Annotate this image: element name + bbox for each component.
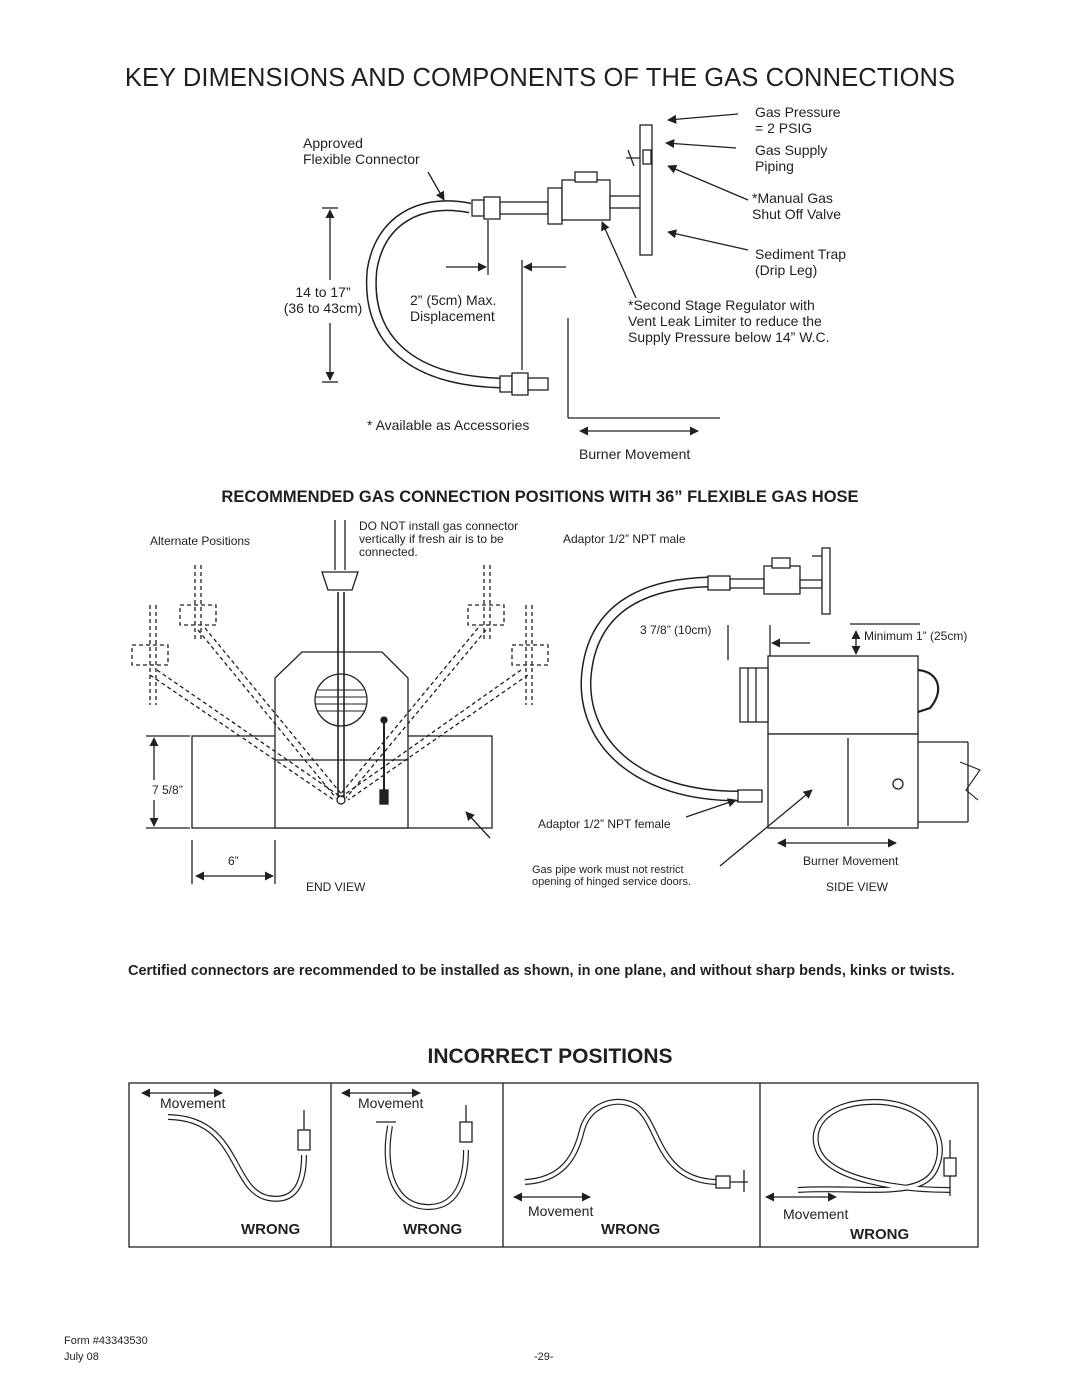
minimum-clearance-label: Minimum 1” (25cm) (864, 629, 968, 643)
certification-note: Certified connectors are recommended to be installed as shown, in one plane, and without sharp bends, kinks or twists. (128, 963, 955, 979)
incorrect-panel-4-art (766, 1102, 956, 1197)
incorrect-panel-3-verdict: WRONG (601, 1221, 661, 1238)
end-view-height-dim: 7 5/8” (152, 783, 183, 797)
pipe-work-note (532, 864, 691, 888)
end-view-diagram (132, 520, 548, 884)
incorrect-panel-4-movement: Movement (783, 1206, 849, 1222)
sediment-trap-label (755, 246, 846, 278)
regulator-line-2: Vent Leak Limiter to reduce the (628, 313, 822, 329)
page-title: KEY DIMENSIONS AND COMPONENTS OF THE GAS CONNECTIONS (124, 64, 956, 92)
burner-movement-label: Burner Movement (579, 446, 691, 462)
displacement-label (410, 292, 496, 324)
sediment-trap-line-2: (Drip Leg) (755, 262, 818, 278)
alternate-positions-label: Alternate Positions (150, 534, 251, 548)
displacement-line-1: 2” (5cm) Max. (410, 292, 497, 308)
manual-valve-line-1: *Manual Gas (752, 190, 833, 206)
gas-supply-label (755, 142, 827, 174)
footer-date: July 08 (64, 1351, 99, 1363)
side-view-caption: SIDE VIEW (826, 880, 889, 894)
recommended-heading: RECOMMENDED GAS CONNECTION POSITIONS WITH 36” FLEXIBLE GAS HOSE (221, 488, 859, 506)
incorrect-panel-3-art (514, 1102, 748, 1197)
incorrect-panel-1-movement: Movement (160, 1095, 226, 1111)
clearance-label: 3 7/8” (10cm) (640, 623, 712, 637)
incorrect-panel-1-verdict: WRONG (241, 1221, 301, 1238)
manual-valve-label (752, 190, 841, 222)
pipe-work-line-1: Gas pipe work must not restrict (532, 864, 684, 876)
gas-pressure-line-1: Gas Pressure (755, 104, 841, 120)
side-burner-movement-label: Burner Movement (803, 854, 899, 868)
sediment-trap-line-1: Sediment Trap (755, 246, 847, 262)
manual-valve-line-2: Shut Off Valve (752, 206, 841, 222)
gas-supply-line-1: Gas Supply (755, 142, 828, 158)
end-view-caption: END VIEW (306, 880, 366, 894)
do-not-install-note (359, 520, 518, 559)
do-not-install-line-1: DO NOT install gas connector (359, 519, 519, 533)
approved-connector-label (303, 135, 420, 167)
gas-pressure-line-2: = 2 PSIG (755, 120, 813, 136)
pipe-work-line-2: opening of hinged service doors. (532, 876, 691, 888)
adaptor-female-label: Adaptor 1/2” NPT female (538, 817, 671, 831)
accessories-note: * Available as Accessories (367, 417, 530, 433)
gas-pressure-label (755, 104, 841, 136)
height-dimension-label (276, 284, 370, 316)
end-view-width-dim: 6” (228, 854, 239, 868)
regulator-label (628, 297, 830, 345)
displacement-line-2: Displacement (410, 308, 495, 324)
approved-connector-line-1: Approved (303, 135, 363, 151)
incorrect-panel-3-movement: Movement (528, 1203, 594, 1219)
approved-connector-line-2: Flexible Connector (303, 151, 420, 167)
regulator-line-3: Supply Pressure below 14” W.C. (628, 329, 830, 345)
incorrect-panel-4-verdict: WRONG (850, 1226, 910, 1243)
regulator-line-1: *Second Stage Regulator with (628, 297, 815, 313)
incorrect-heading: INCORRECT POSITIONS (427, 1045, 673, 1068)
height-dimension-line-2: (36 to 43cm) (283, 300, 363, 316)
gas-supply-line-2: Piping (755, 158, 794, 174)
do-not-install-line-2: vertically if fresh air is to be (359, 532, 504, 546)
page-number: -29- (534, 1351, 554, 1363)
do-not-install-line-3: connected. (359, 545, 418, 559)
adaptor-male-label: Adaptor 1/2” NPT male (563, 532, 686, 546)
incorrect-panel-2-movement: Movement (358, 1095, 424, 1111)
incorrect-panel-2-verdict: WRONG (403, 1221, 463, 1238)
height-dimension-line-1: 14 to 17” (295, 284, 351, 300)
form-number: Form #43343530 (64, 1335, 148, 1347)
